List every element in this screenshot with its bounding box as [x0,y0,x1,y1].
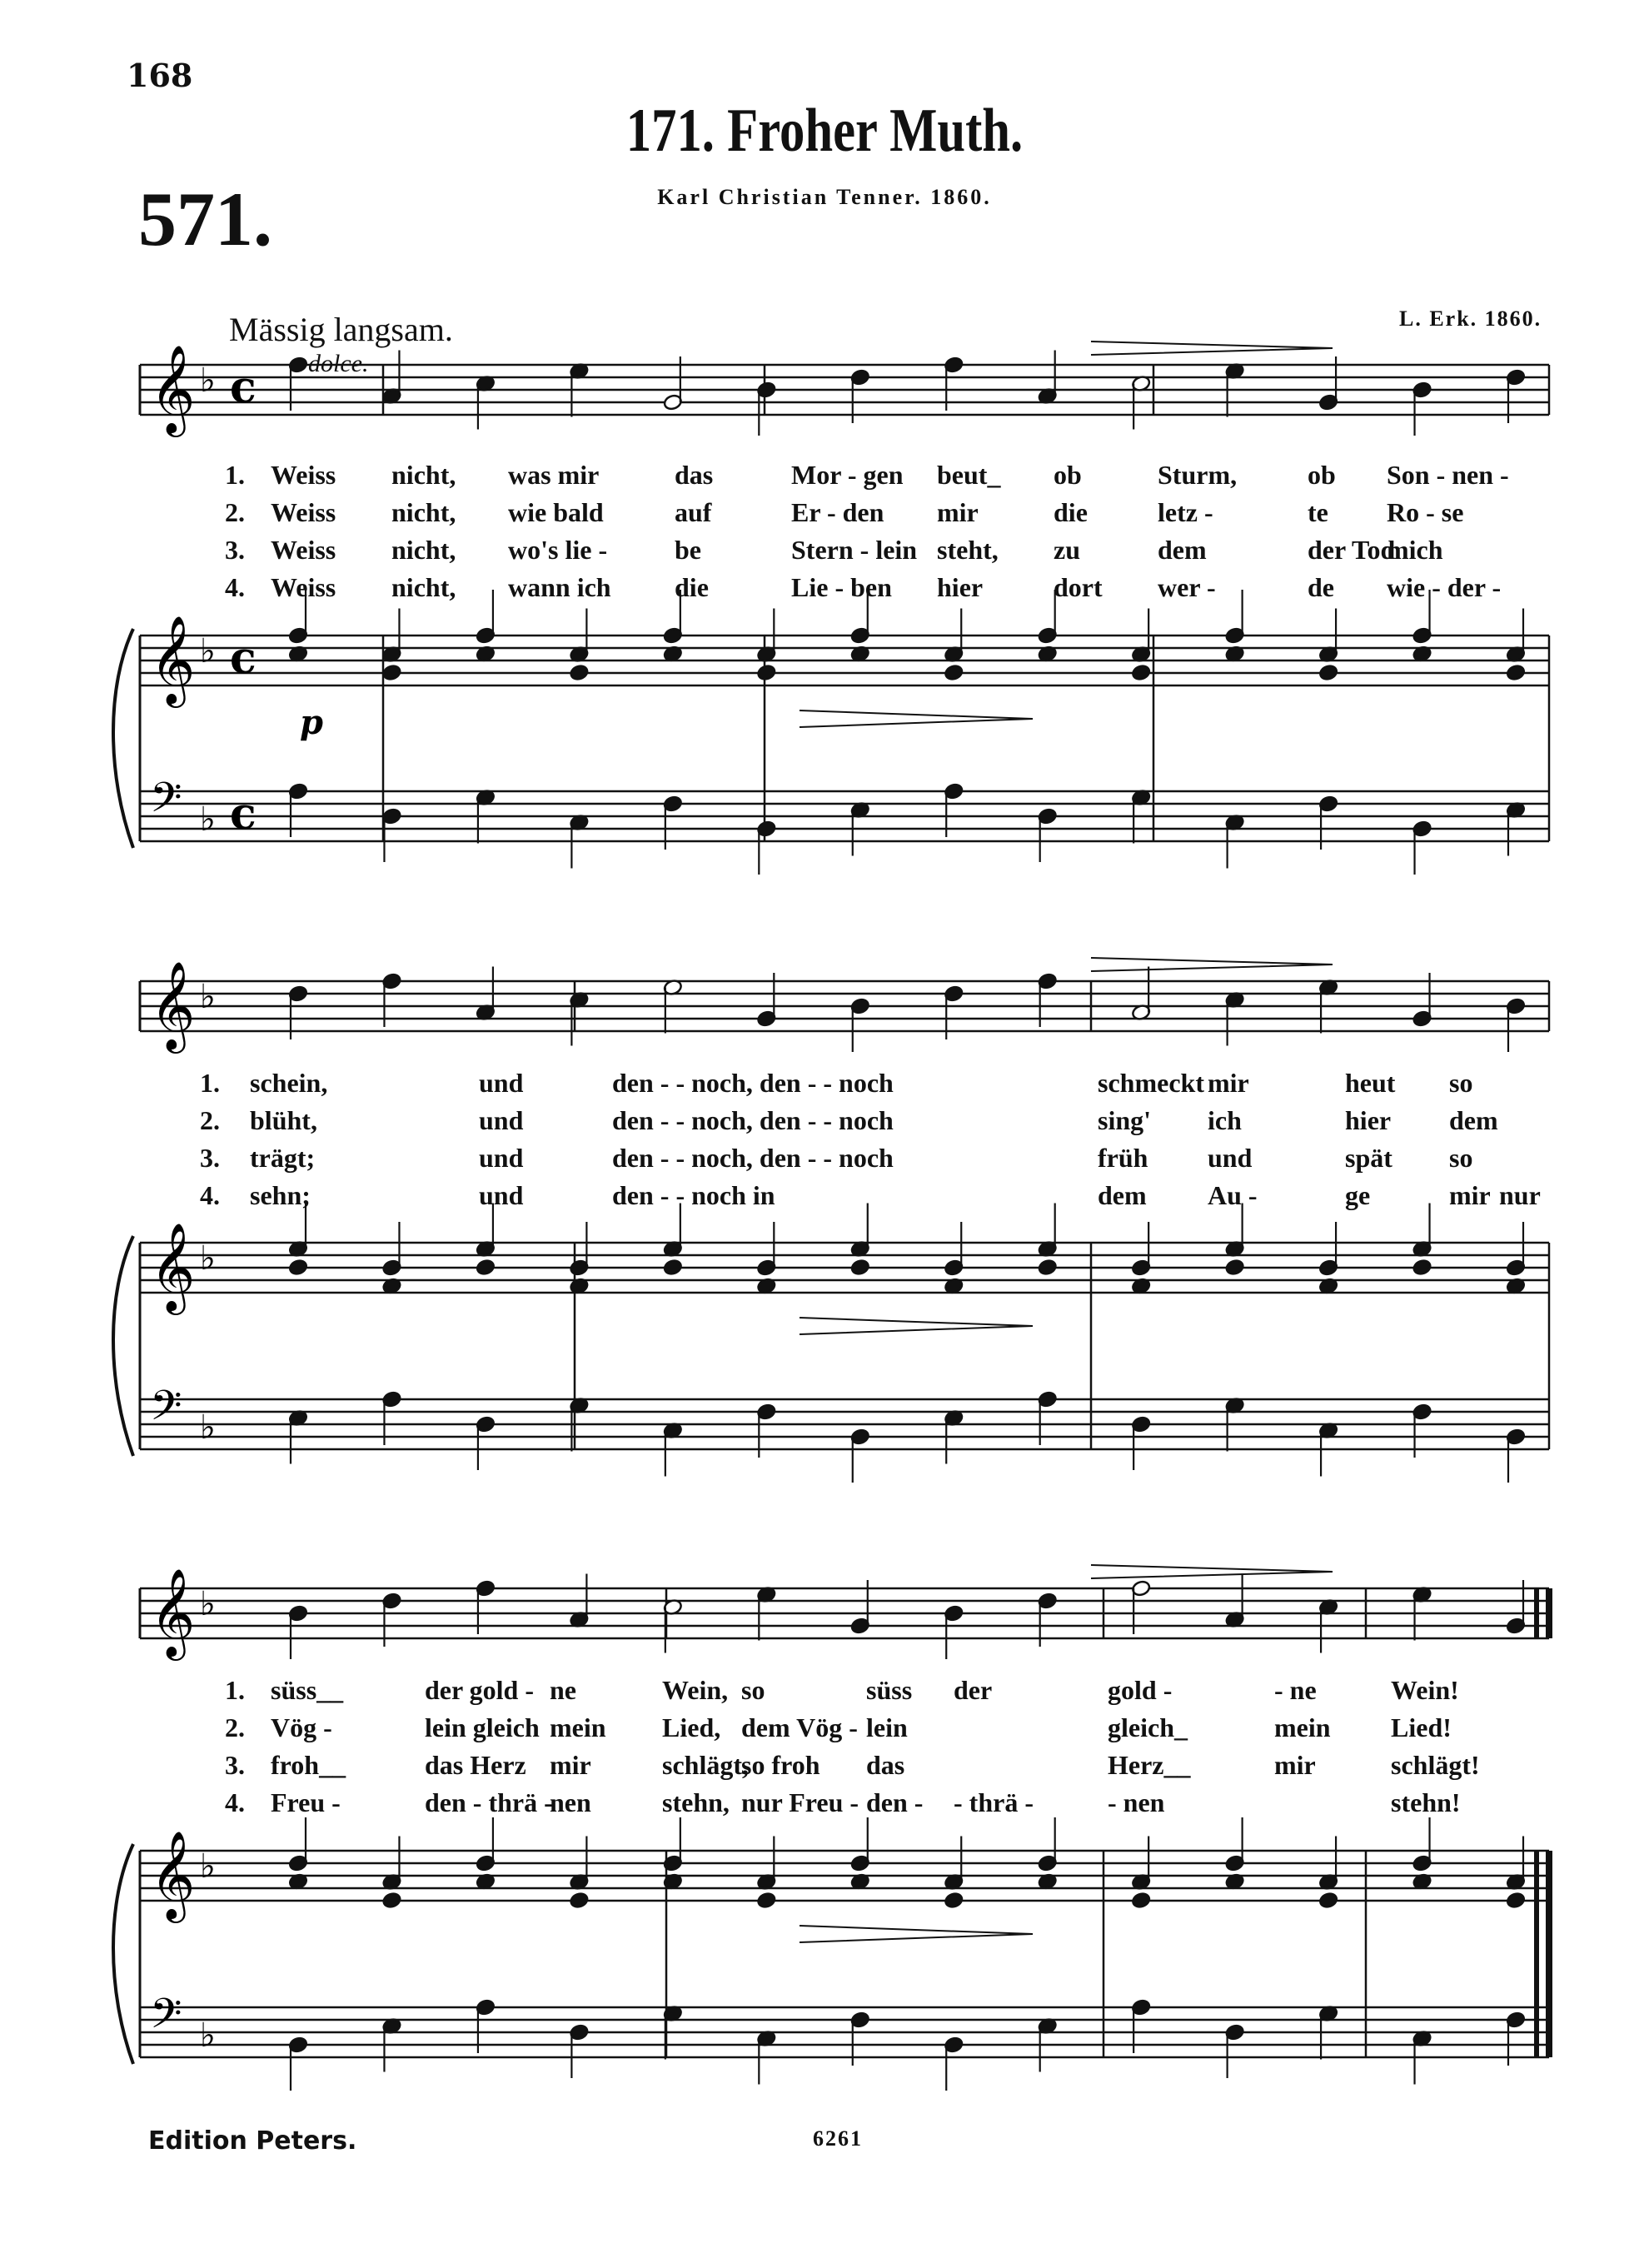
lyric-syllable: dem [1449,1105,1498,1135]
lyric-syllable: Lied! [1391,1712,1452,1742]
lyric-syllable: Weiss [271,535,336,565]
lyric-syllable: und [479,1105,524,1135]
lyric-syllable: dem Vög - [741,1712,858,1742]
publisher-footer: Edition Peters. [148,2126,357,2156]
lyricist-credit: Karl Christian Tenner. 1860. [657,185,992,209]
lyric-syllable: Weiss [271,460,336,490]
lyric-syllable: stehn, [662,1787,730,1817]
treble-clef-icon: 𝄞 [150,1830,196,1919]
lyric-syllable: froh__ [271,1750,346,1780]
lyric-syllable: sehn; [250,1180,311,1210]
flat-key-icon: ♭ [200,1239,216,1278]
note-head [850,1259,870,1276]
song-title: 171. Froher Muth. [625,97,1024,165]
lyric-syllable: mein [550,1712,606,1742]
lyric-syllable: mich [1387,535,1443,565]
treble-clef-icon: 𝄞 [150,1222,196,1311]
lyric-syllable: 4. [200,1180,220,1210]
lyric-syllable: mir [1274,1750,1316,1780]
lyric-syllable: nicht, [391,535,456,565]
page-number: 168 [127,57,193,94]
note-head [944,664,964,681]
lyric-syllable: ge [1345,1180,1371,1210]
lyric-syllable: und [479,1143,524,1173]
lyric-syllable: nicht, [391,497,456,527]
lyric-syllable: mir [1449,1180,1491,1210]
lyric-syllable: nicht, [391,460,456,490]
piano-brace [113,629,133,848]
common-time-icon: c [230,789,257,840]
lyric-syllable: Ro - se [1387,497,1464,527]
lyric-syllable: 3. [225,535,245,565]
dynamic-hairpin [800,1318,1033,1334]
lyric-syllable: Vög - [271,1712,332,1742]
lyric-syllable: so [1449,1143,1473,1173]
lyric-syllable: und [479,1180,524,1210]
lyric-syllable: Lied, [662,1712,721,1742]
flat-key-icon: ♭ [200,1585,216,1623]
lyric-syllable: früh [1098,1143,1148,1173]
flat-key-icon: ♭ [200,1847,216,1886]
lyric-syllable: blüht, [250,1105,317,1135]
lyric-syllable: nur Freu - [741,1787,859,1817]
lyric-syllable: stehn! [1391,1787,1461,1817]
piano-brace [113,1236,133,1456]
lyric-syllable: gold - [1108,1675,1173,1705]
flat-key-icon: ♭ [200,361,216,400]
lyric-syllable: den - - noch, den - - noch [612,1105,894,1135]
lyric-syllable: hier [1345,1105,1392,1135]
lyric-syllable: 4. [225,572,245,602]
lyric-syllable: Au - [1208,1180,1258,1210]
treble-clef-icon: 𝄞 [150,1568,196,1657]
lyric-syllable: spät [1345,1143,1392,1173]
lyric-syllable: ob [1054,460,1082,490]
lyric-syllable: 3. [225,1750,245,1780]
treble-clef-icon: 𝄞 [150,344,196,433]
note-head [1131,664,1151,681]
lyric-syllable: 3. [200,1143,220,1173]
handwritten-number: 571. [138,177,272,262]
lyric-syllable: 2. [225,497,245,527]
lyric-syllable: - nen [1108,1787,1165,1817]
lyric-syllable: das [866,1750,905,1780]
lyric-syllable: letz - [1158,497,1213,527]
lyric-syllable: auf [675,497,712,527]
flat-key-icon: ♭ [200,978,216,1016]
lyric-syllable: nicht, [391,572,456,602]
note-head [569,664,589,681]
lyric-syllable: mir [550,1750,591,1780]
lyric-syllable: Er - den [791,497,884,527]
lyric-syllable: so [741,1675,765,1705]
note-head [663,1259,683,1276]
lyric-syllable: 4. [225,1787,245,1817]
plate-number: 6261 [813,2126,863,2151]
lyric-syllable: de [1308,572,1334,602]
note-head [1225,1259,1245,1276]
lyric-syllable: heut [1345,1068,1396,1098]
lyric-syllable: schmeckt [1098,1068,1204,1098]
note-head [476,1259,496,1276]
expression-marking: dolce. [308,350,369,377]
note-head [1506,1892,1526,1909]
lyric-syllable: wo's lie - [508,535,608,565]
lyric-syllable: zu [1054,535,1080,565]
lyric-syllable: beut_ [937,460,1001,490]
lyric-syllable: Weiss [271,572,336,602]
crescendo-hairpin [1091,1565,1333,1578]
lyric-syllable: 2. [225,1712,245,1742]
note-head [944,1892,964,1909]
lyric-syllable: den - - noch, den - - noch [612,1143,894,1173]
lyric-syllable: gleich_ [1108,1712,1188,1742]
note-head [756,1892,776,1909]
flat-key-icon: ♭ [200,1408,216,1447]
lyric-syllable: Weiss [271,497,336,527]
note-head [1412,1259,1432,1276]
crescendo-hairpin [1091,341,1333,355]
note-head [381,1892,401,1909]
lyric-syllable: nen [550,1787,591,1817]
lyric-syllable: te [1308,497,1328,527]
note-head [1038,1259,1058,1276]
note-head [569,1892,589,1909]
lyric-syllable: trägt; [250,1143,316,1173]
lyric-syllable: den - [866,1787,924,1817]
lyric-syllable: der [954,1675,993,1705]
lyric-syllable: Stern - lein [791,535,918,565]
lyric-syllable: dem [1098,1180,1147,1210]
lyric-syllable: dort [1054,572,1103,602]
lyric-syllable: wie bald [508,497,604,527]
lyric-syllable: lein [866,1712,908,1742]
lyric-syllable: und [479,1068,524,1098]
lyric-syllable: schein, [250,1068,328,1098]
treble-clef-icon: 𝄞 [150,960,196,1049]
note-head [288,1259,308,1276]
lyric-syllable: schlägt! [1391,1750,1480,1780]
note-head [756,664,776,681]
treble-clef-icon: 𝄞 [150,615,196,704]
lyric-syllable: dem [1158,535,1207,565]
lyric-syllable: ne [550,1675,576,1705]
lyric-syllable: wie - der - [1387,572,1502,602]
lyric-syllable: den - - noch, den - - noch [612,1068,894,1098]
lyric-syllable: 2. [200,1105,220,1135]
bass-clef-icon: 𝄢 [150,1990,182,2048]
dynamic-hairpin [800,710,1033,727]
lyric-syllable: steht, [937,535,999,565]
lyric-syllable: ob [1308,460,1336,490]
lyric-syllable: Son - nen - [1387,460,1509,490]
dynamic-hairpin [800,1926,1033,1942]
bass-clef-icon: 𝄢 [150,774,182,832]
lyric-syllable: den - thrä - [425,1787,553,1817]
lyric-syllable: wer - [1158,572,1216,602]
lyric-syllable: die [675,572,709,602]
lyric-syllable: 1. [225,460,245,490]
flat-key-icon: ♭ [200,800,216,839]
lyric-syllable: so froh [741,1750,820,1780]
note-head [1131,1892,1151,1909]
note-head [1318,1892,1338,1909]
lyric-syllable: hier [937,572,984,602]
lyric-syllable: lein gleich [425,1712,540,1742]
lyric-syllable: Freu - [271,1787,341,1817]
lyric-syllable: den - - noch in [612,1180,775,1210]
lyric-syllable: Wein, [662,1675,729,1705]
lyric-syllable: mein [1274,1712,1331,1742]
common-time-icon: c [230,362,257,413]
note-head [1506,664,1526,681]
piano-dynamic-marking: p [300,703,323,742]
lyric-syllable: be [675,535,701,565]
lyric-syllable: der Tod [1308,535,1396,565]
lyric-syllable: mir [1208,1068,1249,1098]
lyric-syllable: süss [866,1675,913,1705]
lyric-syllable: sing' [1098,1105,1152,1135]
lyric-syllable: Herz__ [1108,1750,1191,1780]
lyric-syllable: süss__ [271,1675,344,1705]
composer-credit: L. Erk. 1860. [1399,307,1542,331]
lyric-syllable: das [675,460,714,490]
lyric-syllable: nur [1499,1180,1541,1210]
lyric-syllable: so [1449,1068,1473,1098]
lyric-syllable: Wein! [1391,1675,1459,1705]
lyric-syllable: die [1054,497,1088,527]
lyric-syllable: Mor - gen [791,460,904,490]
lyric-syllable: das Herz [425,1750,526,1780]
flat-key-icon: ♭ [200,2016,216,2055]
bass-clef-icon: 𝄢 [150,1382,182,1440]
lyric-syllable: der gold - [425,1675,534,1705]
flat-key-icon: ♭ [200,632,216,670]
lyric-syllable: 1. [200,1068,220,1098]
lyric-syllable: Sturm, [1158,460,1238,490]
lyric-syllable: mir [937,497,979,527]
lyric-syllable: 1. [225,1675,245,1705]
lyric-syllable: Lie - ben [791,572,892,602]
note-head [381,664,401,681]
lyric-syllable: und [1208,1143,1253,1173]
piano-brace [113,1844,133,2064]
lyric-syllable: - thrä - [954,1787,1034,1817]
lyric-syllable: wann ich [508,572,611,602]
crescendo-hairpin [1091,958,1333,971]
tempo-marking: Mässig langsam. [229,311,453,348]
lyric-syllable: was mir [508,460,600,490]
lyric-syllable: - ne [1274,1675,1317,1705]
common-time-icon: c [230,633,257,684]
lyric-syllable: ich [1208,1105,1242,1135]
note-head [1318,664,1338,681]
lyric-syllable: schlägt, [662,1750,749,1780]
